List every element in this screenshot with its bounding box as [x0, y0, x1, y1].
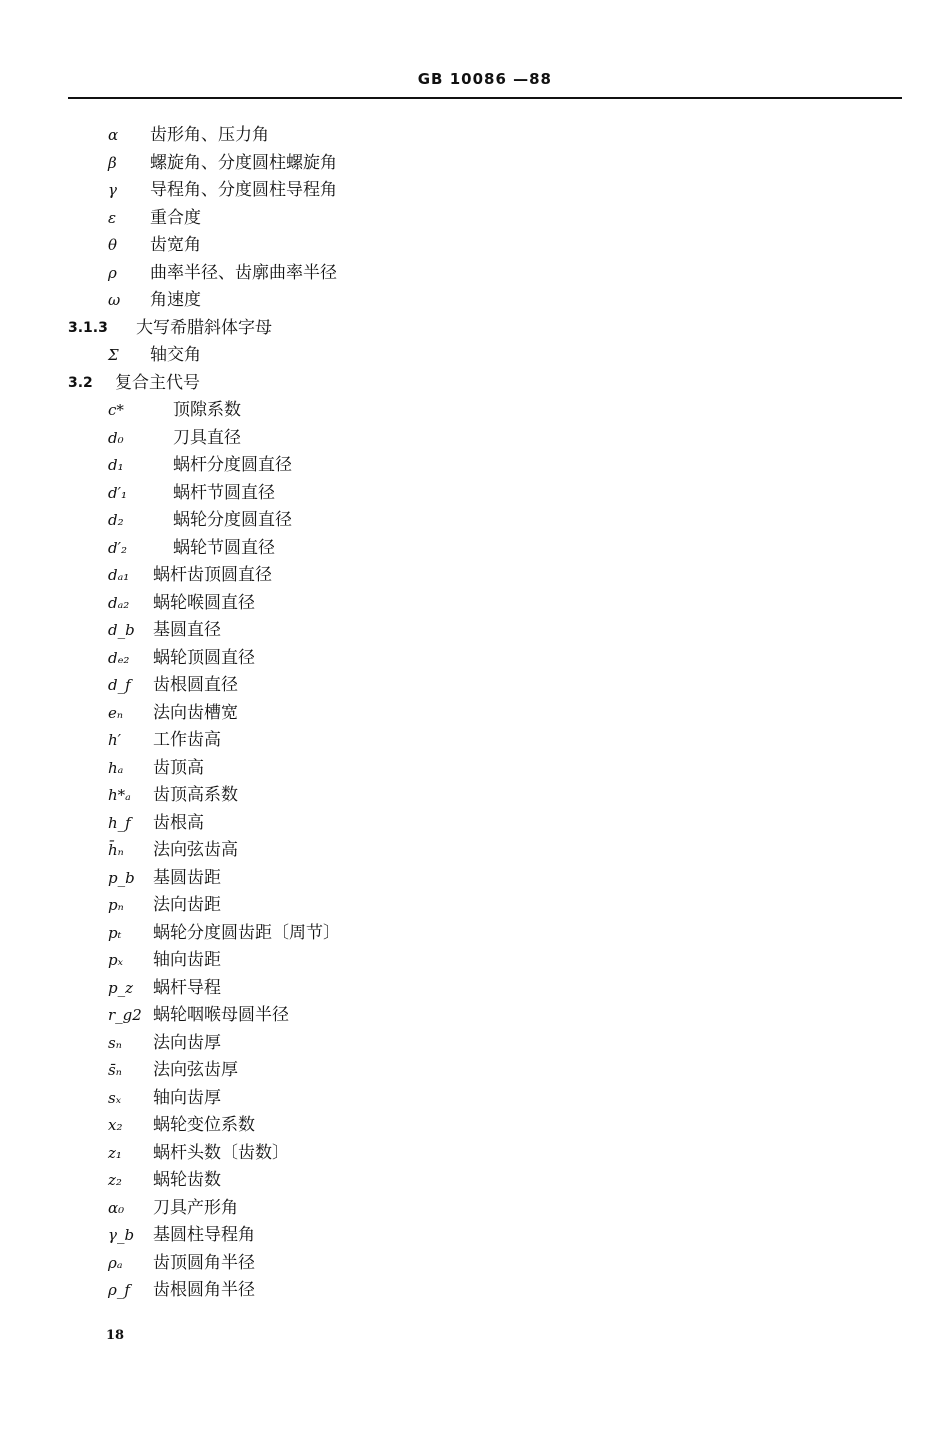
list-item [0, 205, 950, 233]
symbol: p_b [108, 868, 135, 887]
list-item [0, 425, 950, 453]
section-number: 3.1.3 [68, 319, 108, 336]
description: 蜗杆导程 [153, 977, 221, 998]
page-number: 18 [106, 1328, 125, 1343]
list-item [0, 700, 950, 728]
list-item [0, 260, 950, 288]
list-item [0, 865, 950, 893]
description: 角速度 [150, 290, 201, 310]
symbol: h*ₐ [108, 786, 131, 804]
description: 齿顶圆角半径 [153, 1252, 255, 1273]
list-item [0, 480, 950, 508]
description: 刀具产形角 [153, 1197, 238, 1218]
symbol: sₙ [108, 1033, 122, 1052]
list-item [0, 1222, 950, 1250]
description: 蜗轮变位系数 [153, 1115, 255, 1135]
description: 轴交角 [150, 345, 201, 365]
description: 轴向齿厚 [153, 1087, 221, 1108]
description: 蜗轮分度圆直径 [173, 510, 292, 530]
list-item [0, 782, 950, 810]
description: 导程角、分度圆柱导程角 [150, 180, 337, 200]
list-item [0, 1030, 950, 1058]
list-item [0, 947, 950, 975]
section-heading [0, 370, 950, 398]
list-item [0, 590, 950, 618]
symbol: pₓ [108, 951, 123, 969]
description: 齿根圆角半径 [153, 1280, 255, 1300]
description: 蜗轮分度圆齿距〔周节〕 [153, 922, 340, 943]
symbol: h̄ₙ [108, 841, 124, 859]
list-item [0, 342, 950, 370]
symbol: s̄ₙ [108, 1061, 122, 1079]
symbol: r_g2 [108, 1006, 142, 1024]
symbol: dₐ₁ [108, 566, 130, 584]
description: 法向齿槽宽 [153, 702, 238, 723]
symbol: dₐ₂ [108, 593, 130, 612]
header-rule [68, 97, 902, 99]
description: 蜗杆节圆直径 [173, 482, 275, 503]
description: 齿形角、压力角 [150, 125, 269, 145]
symbol: β [108, 153, 117, 172]
symbol: d₀ [108, 428, 124, 447]
list-item [0, 892, 950, 920]
symbol: ρₐ [108, 1253, 123, 1272]
description: 曲率半径、齿廓曲率半径 [150, 262, 337, 283]
list-item [0, 1112, 950, 1140]
section-heading [0, 315, 950, 343]
description: 基圆直径 [153, 620, 221, 640]
list-item [0, 397, 950, 425]
description: 工作齿高 [153, 730, 221, 750]
list-item [0, 1167, 950, 1195]
description: 蜗杆头数〔齿数〕 [153, 1142, 289, 1163]
description: 法向齿距 [153, 895, 221, 915]
list-item [0, 1002, 950, 1030]
list-item [0, 975, 950, 1003]
symbol: z₁ [108, 1143, 122, 1162]
symbol: pₜ [108, 923, 122, 942]
list-item [0, 507, 950, 535]
symbol: h′ [108, 731, 122, 749]
list-item [0, 727, 950, 755]
symbol: α [108, 126, 119, 144]
symbol: d′₁ [108, 483, 128, 502]
description: 顶隙系数 [173, 400, 241, 420]
symbol: γ [108, 181, 117, 199]
list-item [0, 1085, 950, 1113]
description: 法向弦齿厚 [153, 1060, 238, 1080]
symbol: d₂ [108, 511, 124, 529]
list-item [0, 920, 950, 948]
list-item [0, 287, 950, 315]
standard-code: GB 10086 —88 [417, 70, 552, 88]
description: 轴向齿距 [153, 950, 221, 970]
list-item [0, 755, 950, 783]
description: 齿顶高 [153, 757, 204, 778]
symbol: pₙ [108, 896, 124, 914]
symbol: sₓ [108, 1088, 122, 1107]
symbol: Σ [108, 346, 119, 364]
description: 重合度 [150, 207, 201, 228]
list-item [0, 122, 950, 150]
symbol: ρ_f [108, 1281, 130, 1299]
description: 蜗杆齿顶圆直径 [153, 565, 272, 585]
symbol: p_z [108, 978, 134, 997]
list-item [0, 150, 950, 178]
symbol: x₂ [108, 1116, 123, 1134]
symbol: d_b [108, 621, 135, 639]
symbol: θ [108, 236, 118, 254]
description: 基圆齿距 [153, 867, 221, 888]
list-item [0, 1250, 950, 1278]
list-item [0, 562, 950, 590]
symbol: d_f [108, 676, 131, 694]
list-item [0, 452, 950, 480]
description: 刀具直径 [173, 427, 241, 448]
list-item [0, 645, 950, 673]
symbol: ε [108, 208, 117, 227]
list-item [0, 232, 950, 260]
description: 齿根高 [153, 812, 204, 833]
symbol: z₂ [108, 1171, 122, 1189]
list-item [0, 810, 950, 838]
list-item [0, 1140, 950, 1168]
description: 蜗轮咽喉母圆半径 [153, 1005, 289, 1025]
list-item [0, 535, 950, 563]
description: 法向齿厚 [153, 1032, 221, 1053]
list-item [0, 1277, 950, 1305]
description: 蜗轮顶圆直径 [153, 647, 255, 668]
description: 蜗轮齿数 [153, 1170, 221, 1190]
list-item [0, 672, 950, 700]
description: 螺旋角、分度圆柱螺旋角 [150, 152, 337, 173]
description: 齿顶高系数 [153, 785, 238, 805]
symbol-list [0, 122, 950, 1305]
symbol: d₁ [108, 456, 124, 474]
list-item [0, 177, 950, 205]
symbol: d′₂ [108, 538, 128, 557]
description: 蜗杆分度圆直径 [173, 455, 292, 475]
symbol: dₑ₂ [108, 648, 130, 667]
list-item [0, 1057, 950, 1085]
list-item [0, 1195, 950, 1223]
description: 基圆柱导程角 [153, 1225, 255, 1245]
symbol: ρ [108, 263, 117, 282]
description: 蜗轮喉圆直径 [153, 592, 255, 613]
description: 法向弦齿高 [153, 840, 238, 860]
symbol: α₀ [108, 1198, 125, 1217]
description: 蜗轮节圆直径 [173, 537, 275, 558]
description: 齿宽角 [150, 235, 201, 255]
symbol: hₐ [108, 758, 124, 777]
symbol: c* [108, 401, 124, 419]
section-title: 大写希腊斜体字母 [136, 317, 272, 338]
symbol: ω [108, 291, 121, 309]
symbol: eₙ [108, 703, 123, 722]
section-number: 3.2 [68, 374, 93, 391]
description: 齿根圆直径 [153, 675, 238, 695]
list-item [0, 617, 950, 645]
symbol: γ_b [108, 1226, 135, 1244]
symbol: h_f [108, 813, 131, 832]
list-item [0, 837, 950, 865]
section-title: 复合主代号 [115, 372, 200, 393]
